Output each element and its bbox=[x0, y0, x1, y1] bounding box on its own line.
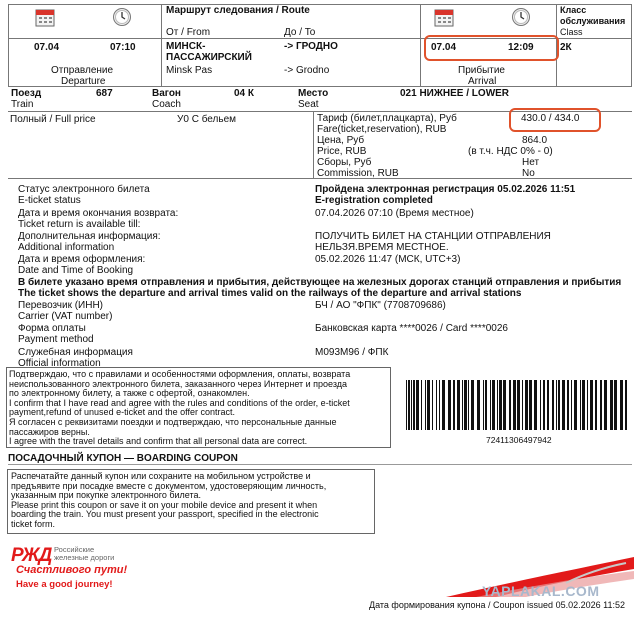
watermark: YAPLAKAL.COM bbox=[482, 583, 600, 599]
rzd-name bbox=[54, 546, 114, 562]
price-label: Цена, Руб bbox=[317, 135, 365, 146]
train-label-en: Train bbox=[11, 99, 34, 110]
slogan-en: Have a good journey! bbox=[16, 579, 113, 590]
calendar-icon bbox=[35, 7, 55, 27]
seat-value: 021 НИЖНЕЕ / LOWER bbox=[400, 88, 510, 99]
times-notice: В билете указано время отправления и прибытия, действующее на железных дорогах станций отправления и прибытия bbox=[18, 277, 622, 288]
carrier-label-en: Carrier (VAT number) bbox=[18, 311, 113, 322]
price-value: 864.0 bbox=[522, 135, 548, 146]
official-info-label: Служебная информация bbox=[18, 347, 133, 358]
class-label-en: Class bbox=[560, 27, 583, 37]
official-info-value: М093М96 / ФПК bbox=[315, 347, 389, 358]
fare-type: Полный / Full price bbox=[10, 114, 96, 125]
price-label-en: Price, RUB bbox=[317, 146, 367, 157]
coupon-line: предъявите при посадке вместе с документом, удостоверяющим личность, bbox=[11, 480, 327, 491]
fees-label-en: Commission, RUB bbox=[317, 168, 399, 179]
coupon-line: указанным при покупке электронного билета. bbox=[11, 490, 202, 501]
fees-value-en: No bbox=[522, 168, 535, 179]
departure-date: 07.04 bbox=[34, 42, 60, 53]
return-label-en: Ticket return is available till: bbox=[18, 219, 141, 230]
barcode bbox=[404, 380, 630, 430]
coupon-text bbox=[11, 472, 326, 530]
seat-label-en: Seat bbox=[298, 99, 319, 110]
barcode-number: 72411306497942 bbox=[486, 435, 552, 445]
status-value-en: E-registration completed bbox=[315, 195, 433, 206]
departure-time: 07:10 bbox=[110, 42, 136, 53]
train-number: 687 bbox=[96, 88, 113, 99]
coupon-title: ПОСАДОЧНЫЙ КУПОН — BOARDING COUPON bbox=[8, 453, 238, 464]
route-label: Маршрут следования / Route bbox=[166, 5, 310, 16]
clock-icon bbox=[112, 7, 132, 27]
return-value: 07.04.2026 07:10 (Время местное) bbox=[315, 208, 474, 219]
to-station-en: -> Grodno bbox=[284, 65, 330, 76]
booking-label-en: Date and Time of Booking bbox=[18, 265, 134, 276]
arrival-date: 07.04 bbox=[431, 42, 457, 53]
coupon-line: Please print this coupon or save it on your mobile device and present it when bbox=[11, 499, 318, 510]
carrier-value: БЧ / АО "ФПК" (7708709686) bbox=[315, 300, 446, 311]
status-label-en: E-ticket status bbox=[18, 195, 81, 206]
tariff-highlight bbox=[509, 108, 601, 132]
official-info-label-en: Official information bbox=[18, 358, 101, 369]
arrival-label-ru: Прибытие bbox=[458, 65, 505, 76]
additional-info-label-en: Additional information bbox=[18, 242, 115, 253]
fees-value: Нет bbox=[522, 157, 540, 168]
departure-label-en: Departure bbox=[61, 76, 106, 87]
payment-label-en: Payment method bbox=[18, 334, 94, 345]
payment-label: Форма оплаты bbox=[18, 323, 86, 334]
from-station: МИНСК-ПАССАЖИРСКИЙ bbox=[166, 41, 252, 63]
booking-value: 05.02.2026 11:47 (МСК, UTC+3) bbox=[315, 254, 461, 265]
agreement-line: payment,refund of unused e-ticket and the offer contract. bbox=[9, 407, 235, 418]
rzd-name-line: железные дороги bbox=[54, 553, 115, 562]
agreement-line: I confirm that I have read and agree with the rules and conditions of the order, e-ticket bbox=[9, 397, 350, 408]
coupon-line: boarding the train. You must present your passport, specified in the electronic bbox=[11, 509, 319, 520]
coupon-line: Распечатайте данный купон или сохраните на мобильном устройстве и bbox=[11, 471, 311, 481]
agreement-line: Подтверждаю, что с правилами и особенностями оформления, оплаты, возврата bbox=[9, 369, 351, 379]
coupon-line: ticket form. bbox=[11, 518, 56, 529]
additional-info-value: ПОЛУЧИТЬ БИЛЕТ НА СТАНЦИИ ОТПРАВЛЕНИЯ bbox=[315, 231, 551, 242]
arrival-highlight bbox=[424, 35, 559, 61]
payment-value: Банковская карта ****0026 / Card ****0026 bbox=[315, 323, 508, 334]
agreement-line: I agree with the travel details and confirm that all personal data are correct. bbox=[9, 436, 308, 447]
arrival-label-en: Arrival bbox=[468, 76, 497, 87]
agreement-line: по электронному билету, а также с офертой, ознакомлен. bbox=[9, 388, 250, 399]
to-label: До / To bbox=[284, 27, 316, 38]
service-class: У0 С бельем bbox=[177, 114, 237, 125]
additional-info-label: Дополнительная информация: bbox=[18, 231, 161, 242]
seat-label: Место bbox=[298, 88, 329, 99]
agreement-line: пассажиров верны. bbox=[9, 426, 90, 437]
class-value: 2К bbox=[560, 42, 572, 53]
slogan-ru: Счастливого пути! bbox=[16, 564, 128, 576]
rzd-logo: РЖД bbox=[11, 545, 52, 566]
departure-label-ru: Отправление bbox=[51, 65, 114, 76]
clock-icon bbox=[511, 7, 531, 27]
tariff-value: 430.0 / 434.0 bbox=[521, 113, 580, 124]
class-label: Класс обслуживания bbox=[560, 5, 626, 26]
agreement-line: неиспользованного электронного билета, заказанного через Интернет и проезда bbox=[9, 378, 348, 389]
carrier-label: Перевозчик (ИНН) bbox=[18, 300, 104, 311]
from-label: От / From bbox=[166, 27, 211, 38]
additional-info-value-2: НЕЛЬЗЯ.ВРЕМЯ МЕСТНОЕ. bbox=[315, 242, 449, 253]
tariff-label: Тариф (билет,плацкарта), Руб bbox=[317, 113, 457, 124]
coach-label-en: Coach bbox=[152, 99, 181, 110]
booking-label: Дата и время оформления: bbox=[18, 254, 146, 265]
agreement-text bbox=[9, 370, 350, 447]
issued-date: Дата формирования купона / Coupon issued 05.02.2026 11:52 bbox=[369, 600, 625, 610]
train-label: Поезд bbox=[11, 88, 42, 99]
coach-number: 04 К bbox=[234, 88, 255, 99]
status-value: Пройдена электронная регистрация 05.02.2026 11:51 bbox=[315, 184, 576, 195]
rzd-name-line: Российские bbox=[54, 545, 95, 554]
to-station: -> ГРОДНО bbox=[284, 41, 338, 52]
from-station-en: Minsk Pas bbox=[166, 65, 213, 76]
vat-note: (в т.ч. НДС 0% - 0) bbox=[468, 146, 553, 157]
agreement-line: Я согласен с реквизитами поездки и подтверждаю, что персональные данные bbox=[9, 416, 337, 427]
coach-label: Вагон bbox=[152, 88, 181, 99]
fees-label: Сборы, Руб bbox=[317, 157, 372, 168]
arrival-time: 12:09 bbox=[508, 42, 534, 53]
tariff-label-en: Fare(ticket,reservation), RUB bbox=[317, 124, 447, 135]
status-label: Статус электронного билета bbox=[18, 184, 150, 195]
return-label: Дата и время окончания возврата: bbox=[18, 208, 179, 219]
calendar-icon bbox=[434, 7, 454, 27]
times-notice-en: The ticket shows the departure and arrival times valid on the railways of the departure and arrival stations bbox=[18, 288, 522, 299]
